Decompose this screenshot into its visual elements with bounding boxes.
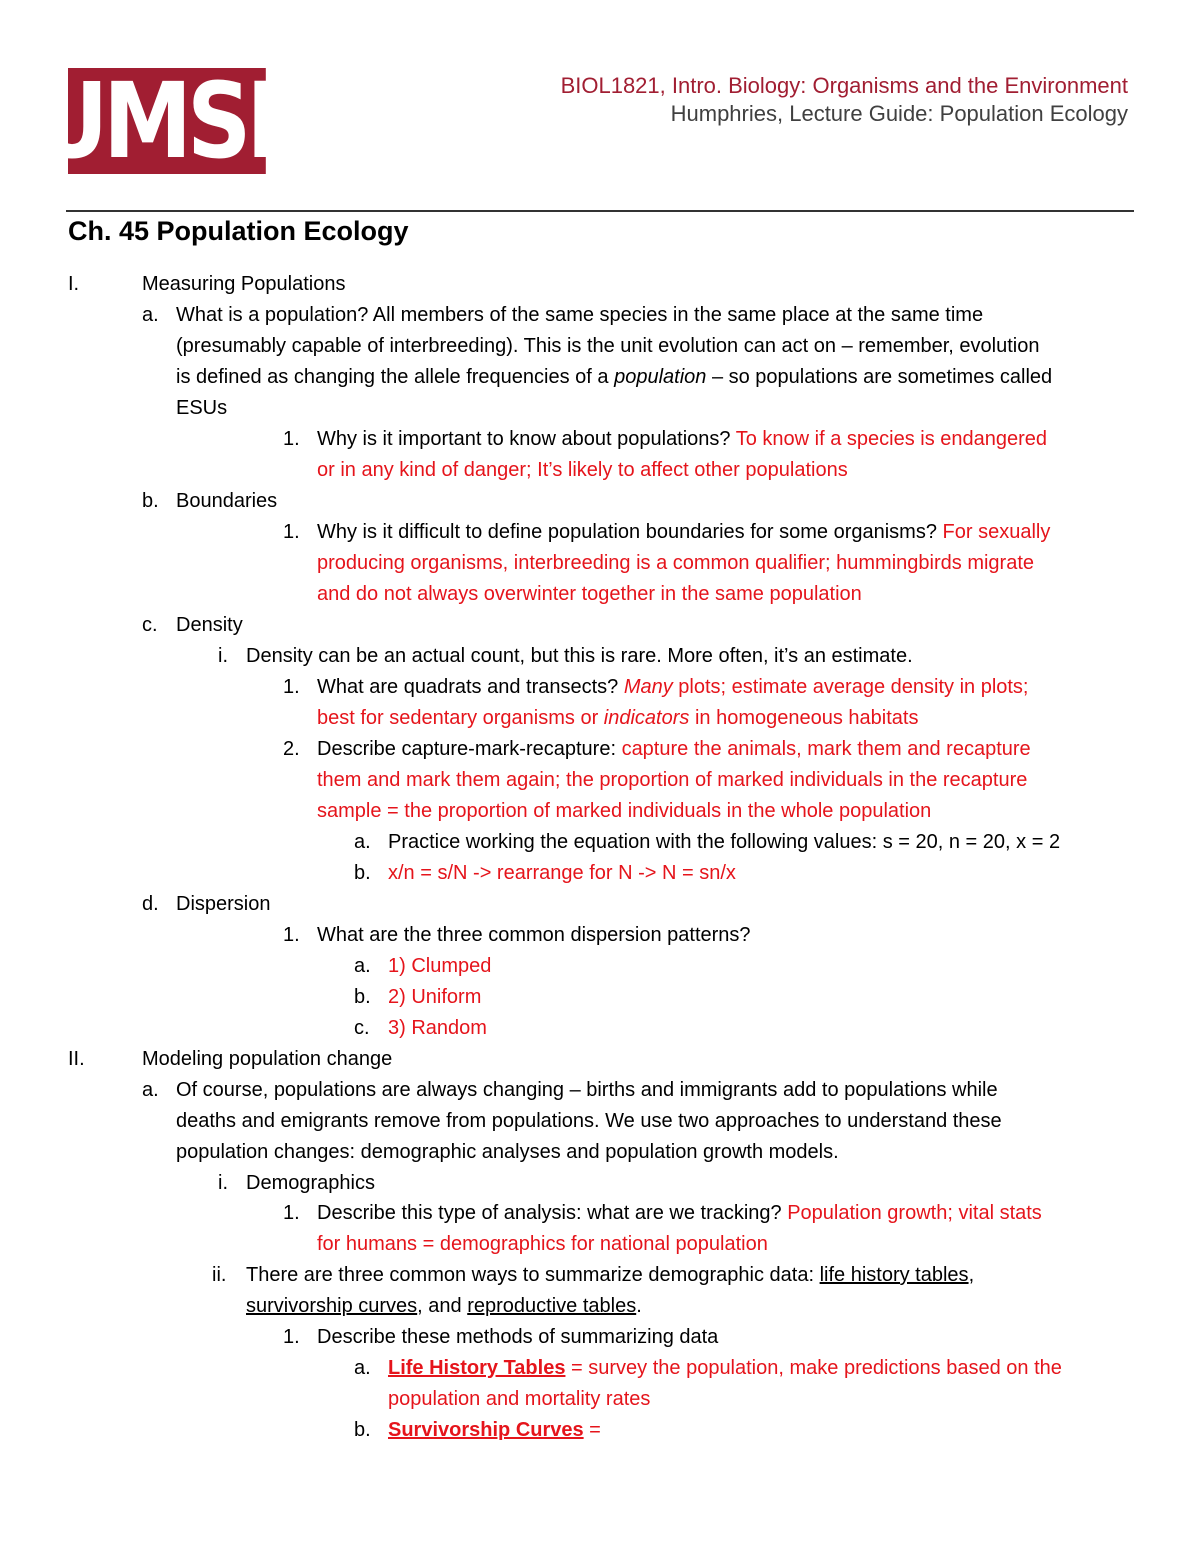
outline-label: a. [354, 1357, 371, 1379]
question-2: Why is it difficult to define population boundaries for some organisms? For sexually [317, 521, 1051, 543]
answer-text: Population growth; vital stats [787, 1202, 1042, 1224]
outline-label: 2. [283, 738, 300, 760]
outline-label: 1. [283, 676, 300, 698]
subsection-density: Density [176, 614, 243, 636]
umsl-logo: UMSL [35, 60, 299, 182]
answer-text: producing organisms, interbreeding is a common qualifier; hummingbirds migrate [317, 552, 1035, 574]
outline-label: II. [68, 1048, 85, 1070]
summary-methods-text: There are three common ways to summarize demographic data: life history tables, [246, 1264, 975, 1286]
dispersion-random: 3) Random [388, 1017, 487, 1039]
population-change-text: Of course, populations are always changing – births and immigrants add to populations while [176, 1079, 998, 1101]
answer-text: capture the animals, mark them and recapture [621, 738, 1031, 760]
answer-text: sample = the proportion of marked individuals in the whole population [317, 800, 932, 822]
demographics-title: Demographics [246, 1172, 375, 1194]
outline-label: i. [218, 645, 228, 667]
section-2-title: Modeling population change [142, 1048, 393, 1070]
question-1: Why is it important to know about populations? To know if a species is endangered [317, 428, 1048, 450]
answer-text: population and mortality rates [388, 1388, 651, 1410]
question-5: What are the three common dispersion patterns? [317, 924, 751, 946]
density-note: Density can be an actual count, but this is rare. More often, it’s an estimate. [246, 645, 913, 667]
population-change-text: population changes: demographic analyses and population growth models. [176, 1141, 839, 1163]
outline-label: d. [142, 893, 159, 915]
lecture-guide-title: Humphries, Lecture Guide: Population Ecology [670, 101, 1128, 126]
outline-label: 1. [283, 428, 300, 450]
population-change-text: deaths and emigrants remove from populations. We use two approaches to understand these [176, 1110, 1002, 1132]
answer-text: them and mark them again; the proportion of marked individuals in the recapture [317, 769, 1028, 791]
outline-label: b. [354, 986, 371, 1008]
course-title: BIOL1821, Intro. Biology: Organisms and the Environment [560, 73, 1128, 98]
population-definition: is defined as changing the allele frequencies of a population – so populations are sometimes called [176, 366, 1053, 388]
answer-text: To know if a species is endangered [735, 428, 1048, 450]
outline-label: c. [354, 1017, 370, 1039]
practice-prompt: Practice working the equation with the following values: s = 20, n = 20, x = 2 [388, 831, 1061, 853]
question-6: Describe this type of analysis: what are we tracking? Population growth; vital stats [317, 1202, 1042, 1224]
header-divider [66, 210, 1134, 212]
answer-text: For sexually [942, 521, 1051, 543]
outline-label: I. [68, 273, 80, 295]
answer-text: for humans = demographics for national population [317, 1233, 768, 1255]
subsection-dispersion: Dispersion [176, 893, 271, 915]
question-4: Describe capture-mark-recapture: capture the animals, mark them and recapture [317, 738, 1031, 760]
question-7: Describe these methods of summarizing data [317, 1326, 719, 1348]
answer-text: best for sedentary organisms or indicators in homogeneous habitats [317, 707, 919, 729]
outline-label: a. [354, 831, 371, 853]
chapter-title: Ch. 45 Population Ecology [68, 216, 409, 246]
life-history-tables-answer: Life History Tables = survey the population, make predictions based on the [388, 1357, 1062, 1379]
summary-methods-text: survivorship curves, and reproductive tables. [246, 1295, 642, 1317]
document-header [561, 72, 1128, 128]
outline-label: b. [354, 1419, 371, 1441]
outline-label: a. [142, 304, 159, 326]
outline-label: 1. [283, 1202, 300, 1224]
outline-label: b. [354, 862, 371, 884]
practice-answer: x/n = s/N -> rearrange for N -> N = sn/x [388, 862, 736, 884]
population-definition: ESUs [176, 397, 228, 419]
outline-label: 1. [283, 924, 300, 946]
subsection-boundaries: Boundaries [176, 490, 278, 512]
outline-label: c. [142, 614, 158, 636]
outline-label: 1. [283, 1326, 300, 1348]
outline-label: 1. [283, 521, 300, 543]
answer-text: or in any kind of danger; It’s likely to affect other populations [317, 459, 848, 481]
outline-label: b. [142, 490, 159, 512]
dispersion-uniform: 2) Uniform [388, 986, 482, 1008]
population-definition: What is a population? All members of the same species in the same place at the same time [176, 304, 984, 326]
outline-label: a. [142, 1079, 159, 1101]
question-3: What are quadrats and transects? Many plots; estimate average density in plots; [317, 676, 1029, 698]
outline-label: a. [354, 955, 371, 977]
dispersion-clumped: 1) Clumped [388, 955, 492, 977]
section-1-title: Measuring Populations [142, 273, 346, 295]
population-definition: (presumably capable of interbreeding). This is the unit evolution can act on – remember, evolution [176, 335, 1040, 357]
survivorship-curves-answer: Survivorship Curves = [388, 1419, 601, 1441]
answer-text: and do not always overwinter together in the same population [317, 583, 862, 605]
outline-label: i. [218, 1172, 228, 1194]
outline-label: ii. [212, 1264, 227, 1286]
